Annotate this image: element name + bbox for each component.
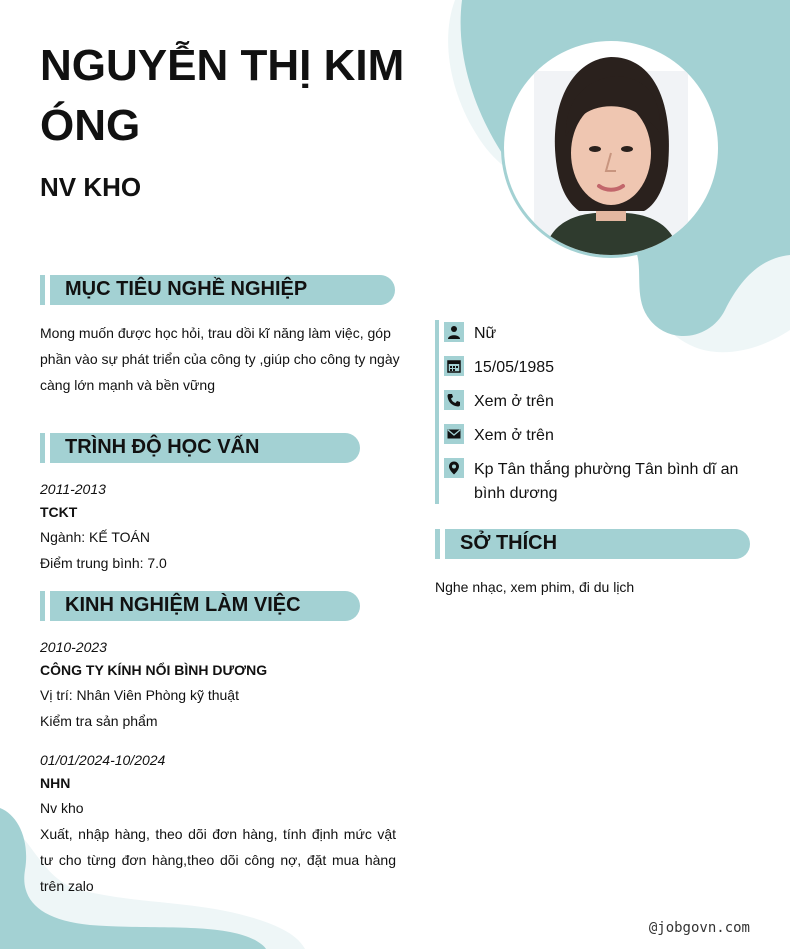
mail-icon <box>444 424 464 444</box>
experience-period: 2010-2023 <box>40 639 107 655</box>
contact-text: Xem ở trên <box>474 427 554 444</box>
section-title: KINH NGHIỆM LÀM VIỆC <box>65 594 301 616</box>
contact-text: Xem ở trên <box>474 393 554 410</box>
experience-position: Nv kho <box>40 800 84 816</box>
experience-description: Xuất, nhập hàng, theo dõi đơn hàng, tính định mức vật tư cho từng đơn hàng,theo dõi công nợ, đặt mua hàng trên zalo <box>40 826 396 894</box>
experience-company: NHN <box>40 775 71 791</box>
section-education <box>40 433 360 463</box>
career-objective-text: Mong muốn được học hỏi, trau dồi kĩ năng làm việc, góp phần vào sự phát triển của công ty ,giúp cho công ty ngày càng lớn mạnh và bền vững <box>40 325 400 393</box>
education-school: TCKT <box>40 504 78 520</box>
section-experience <box>40 591 360 621</box>
calendar-icon <box>444 356 464 376</box>
candidate-name: NGUYỄN THỊ KIM ÓNG <box>40 41 405 150</box>
section-title: TRÌNH ĐỘ HỌC VẤN <box>65 436 260 458</box>
contact-divider <box>435 320 439 504</box>
experience-position: Vị trí: Nhân Viên Phòng kỹ thuật <box>40 687 239 703</box>
job-title: NV KHO <box>40 172 142 202</box>
education-major: Ngành: KẾ TOÁN <box>40 529 150 545</box>
section-hobbies <box>435 529 750 559</box>
education-period: 2011-2013 <box>40 481 106 497</box>
phone-icon <box>444 390 464 410</box>
experience-company: CÔNG TY KÍNH NỔI BÌNH DƯƠNG <box>40 662 268 678</box>
contact-text: Kp Tân thắng phường Tân bình dĩ an bình dương <box>474 461 739 502</box>
watermark: @jobgovn.com <box>648 920 750 936</box>
contact-text: Nữ <box>474 325 497 342</box>
person-icon <box>444 322 464 342</box>
profile-photo <box>501 38 721 258</box>
hobbies-text: Nghe nhạc, xem phim, đi du lịch <box>435 579 635 595</box>
section-title: SỞ THÍCH <box>460 532 558 554</box>
experience-description: Kiểm tra sản phẩm <box>40 713 158 729</box>
experience-period: 01/01/2024-10/2024 <box>40 752 166 768</box>
section-title: MỤC TIÊU NGHỀ NGHIỆP <box>65 278 308 300</box>
contact-text: 15/05/1985 <box>474 359 555 376</box>
section-career-objective <box>40 275 395 305</box>
education-gpa: Điểm trung bình: 7.0 <box>40 555 167 571</box>
location-pin-icon <box>444 458 464 478</box>
